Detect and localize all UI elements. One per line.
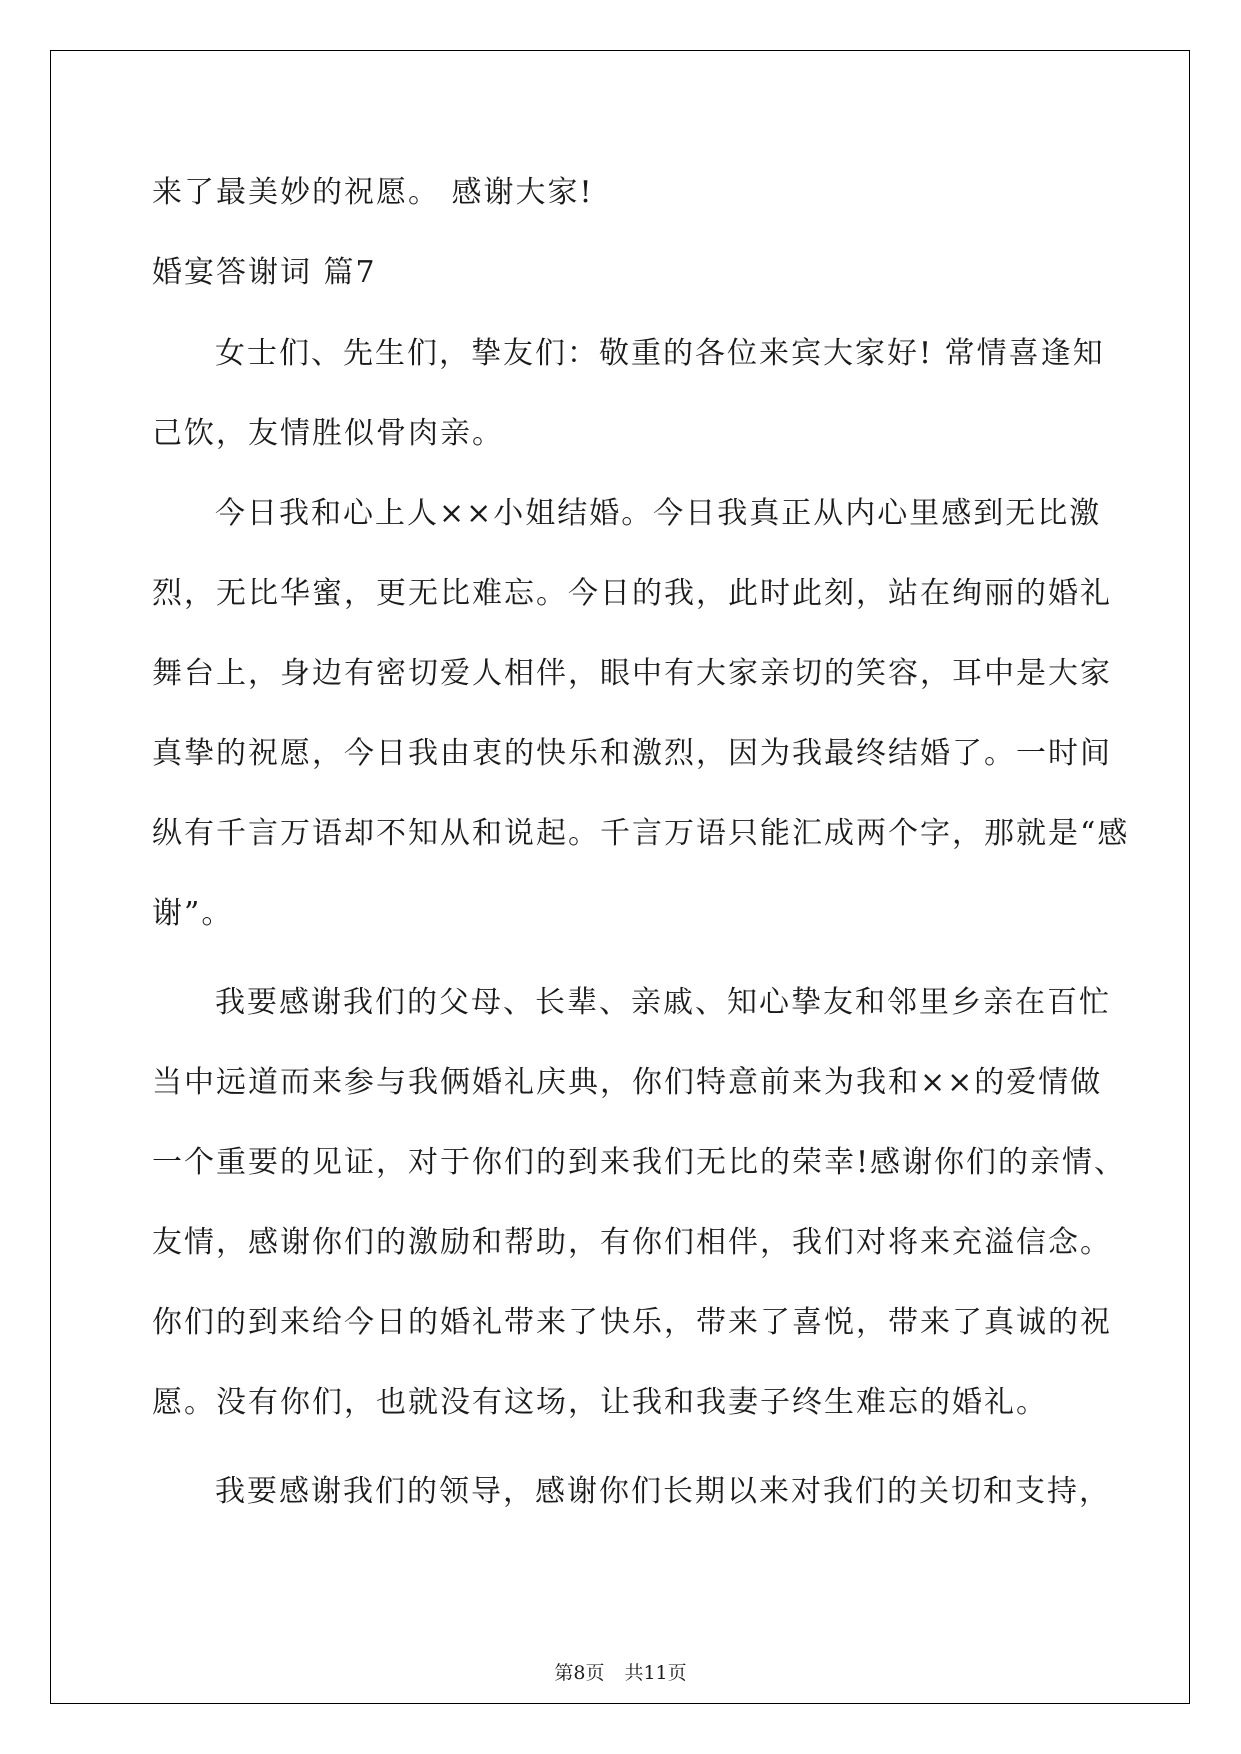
paragraph-line: 今日我和心上人××小姐结婚。今日我真正从内心里感到无比激 xyxy=(215,496,1102,531)
section-heading: 婚宴答谢词 篇7 xyxy=(152,255,377,290)
paragraph-line: 我要感谢我们的父母、长辈、亲戚、知心挚友和邻里乡亲在百忙 xyxy=(215,985,1111,1020)
paragraph-line: 我要感谢我们的领导，感谢你们长期以来对我们的关切和支持， xyxy=(215,1474,1111,1509)
page-number: 第8页 xyxy=(554,1662,605,1684)
paragraph-line: 烈，无比华蜜，更无比难忘。今日的我，此时此刻，站在绚丽的婚礼 xyxy=(152,576,1112,611)
page-footer xyxy=(0,1661,1241,1685)
paragraph-line: 己饮，友情胜似骨肉亲。 xyxy=(152,416,504,451)
paragraph-line: 你们的到来给今日的婚礼带来了快乐，带来了喜悦，带来了真诚的祝 xyxy=(152,1305,1112,1340)
page-border xyxy=(50,50,1190,1704)
paragraph-line: 友情，感谢你们的激励和帮助，有你们相伴，我们对将来充溢信念。 xyxy=(152,1225,1112,1260)
text-line: 来了最美妙的祝愿。 感谢大家! xyxy=(152,175,594,210)
paragraph-line: 愿。没有你们，也就没有这场，让我和我妻子终生难忘的婚礼。 xyxy=(152,1385,1048,1420)
paragraph-line: 当中远道而来参与我俩婚礼庆典，你们特意前来为我和××的爱情做 xyxy=(152,1065,1103,1100)
page-total: 共11页 xyxy=(624,1662,687,1684)
paragraph-line: 舞台上，身边有密切爱人相伴，眼中有大家亲切的笑容，耳中是大家 xyxy=(152,656,1112,691)
paragraph-line: 纵有千言万语却不知从和说起。千言万语只能汇成两个字，那就是“感 xyxy=(152,816,1130,851)
paragraph-line: 谢”。 xyxy=(152,896,234,931)
paragraph-line: 真挚的祝愿，今日我由衷的快乐和激烈，因为我最终结婚了。一时间 xyxy=(152,736,1112,771)
paragraph-line: 女士们、先生们，挚友们：敬重的各位来宾大家好! 常情喜逢知 xyxy=(215,336,1105,371)
paragraph-line: 一个重要的见证，对于你们的到来我们无比的荣幸!感谢你们的亲情、 xyxy=(152,1145,1127,1180)
